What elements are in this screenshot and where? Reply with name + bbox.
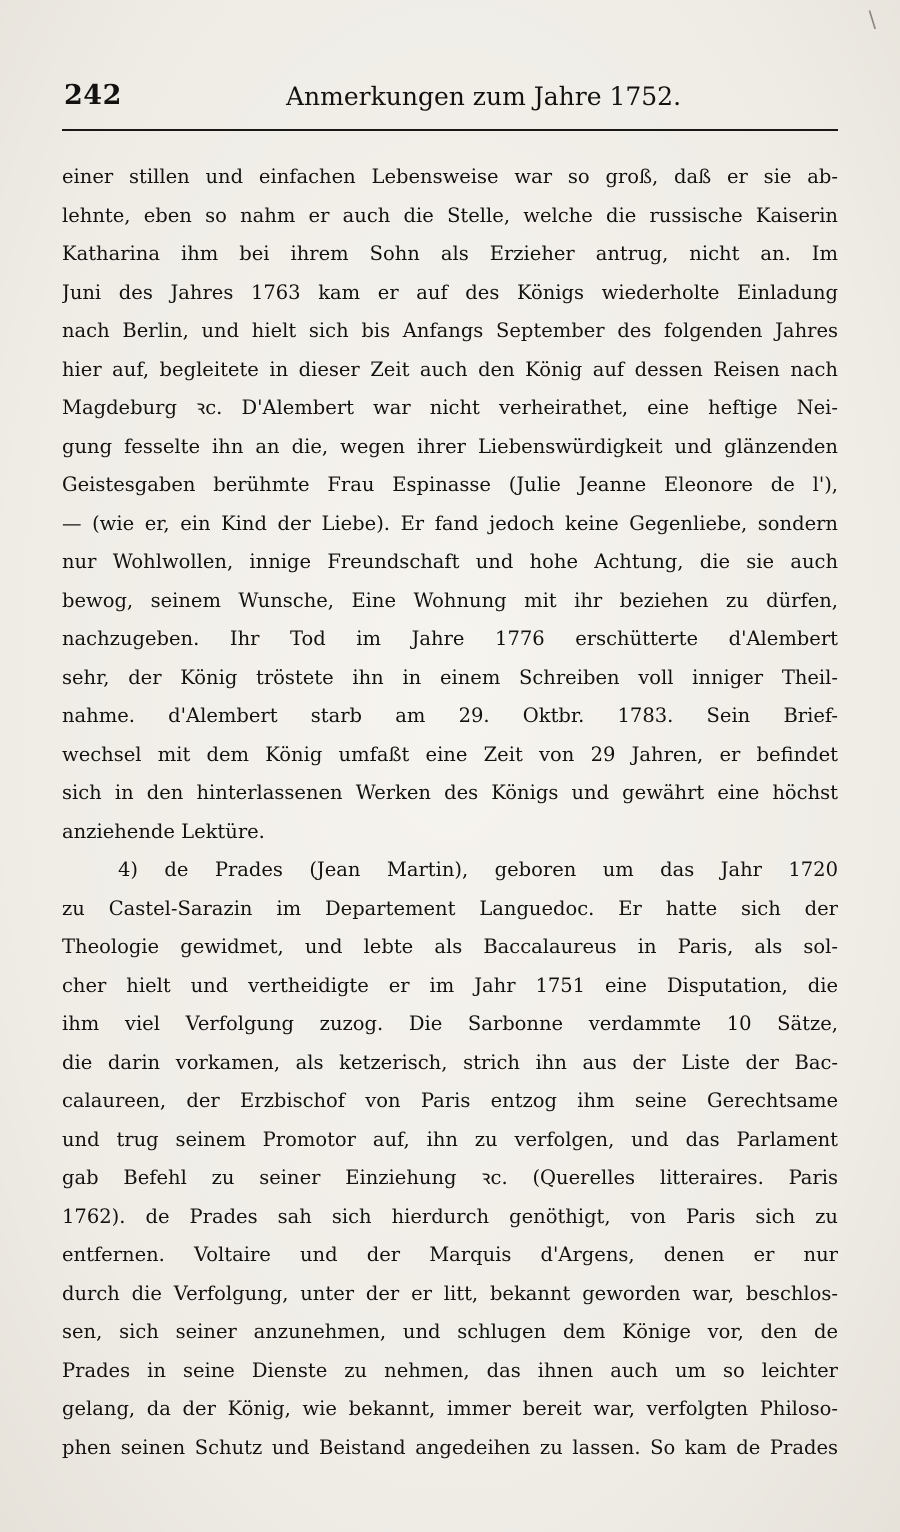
text-line: bewog, seinem Wunsche, Eine Wohnung mit ihr beziehen zu dürfen, (62, 588, 838, 612)
text-line: hier auf, begleitete in dieser Zeit auch den König auf dessen Reisen nach (62, 357, 838, 381)
page-header (62, 78, 838, 118)
text-line: cher hielt und vertheidigte er im Jahr 1751 eine Disputation, die (62, 973, 838, 997)
text-line: wechsel mit dem König umfaßt eine Zeit von 29 Jahren, er befindet (62, 742, 838, 766)
text-line: einer stillen und einfachen Lebensweise war so groß, daß er sie ab- (62, 165, 838, 188)
scan-mark: \ (868, 8, 876, 33)
text-line: Katharina ihm bei ihrem Sohn als Erzieher antrug, nicht an. Im (62, 242, 838, 265)
text-line: sich in den hinterlassenen Werken des Königs und gewährt eine höchst (62, 781, 838, 804)
text-line: durch die Verfolgung, unter der er litt, bekannt geworden war, beschlos- (62, 1281, 838, 1305)
text-line: und trug seinem Promotor auf, ihn zu verfolgen, und das Parlament (62, 1127, 838, 1151)
text-line: gelang, da der König, wie bekannt, immer bereit war, verfolgten Philoso- (62, 1397, 838, 1420)
text-line: sen, sich seiner anzunehmen, und schlugen dem Könige vor, den de (62, 1320, 838, 1343)
text-line: nahme. d'Alembert starb am 29. Oktbr. 1783. Sein Brief- (62, 704, 838, 727)
text-line: phen seinen Schutz und Beistand angedeihen zu lassen. So kam de Prades (62, 1435, 838, 1459)
text-line: 1762). de Prades sah sich hierdurch genöthigt, von Paris sich zu (62, 1204, 838, 1228)
text-line: die darin vorkamen, als ketzerisch, strich ihn aus der Liste der Bac- (62, 1050, 838, 1074)
text-line: ihm viel Verfolgung zuzog. Die Sarbonne verdammte 10 Sätze, (62, 1012, 838, 1035)
section-heading-line: 4) de Prades (Jean Martin), geboren um das Jahr 1720 (118, 858, 838, 881)
text-line: nachzugeben. Ihr Tod im Jahre 1776 erschütterte d'Alembert (62, 627, 838, 650)
text-line: nach Berlin, und hielt sich bis Anfangs September des folgenden Jahres (62, 319, 838, 342)
text-line: calaureen, der Erzbischof von Paris entzog ihm seine Gerechtsame (62, 1089, 838, 1112)
text-line: Geistesgaben berühmte Frau Espinasse (Julie Jeanne Eleonore de l'), (62, 473, 838, 496)
header-rule (62, 129, 838, 131)
text-line: nur Wohlwollen, innige Freundschaft und hohe Achtung, die sie auch (62, 550, 838, 573)
body-text (62, 158, 838, 1467)
text-line: Magdeburg ꝛc. D'Alembert war nicht verheirathet, eine heftige Nei- (62, 396, 838, 419)
text-line: gung fesselte ihn an die, wegen ihrer Liebenswürdigkeit und glänzenden (62, 434, 838, 458)
text-line: Juni des Jahres 1763 kam er auf des Königs wiederholte Einladung (62, 280, 838, 304)
running-title: Anmerkungen zum Jahre 1752. (286, 82, 682, 111)
text-line: lehnte, eben so nahm er auch die Stelle, welche die russische Kaiserin (62, 203, 838, 227)
text-line: Theologie gewidmet, und lebte als Baccalaureus in Paris, als sol- (62, 935, 838, 958)
text-line: zu Castel-Sarazin im Departement Languedoc. Er hatte sich der (62, 896, 838, 920)
text-line: anziehende Lektüre. (62, 819, 265, 843)
text-line: — (wie er, ein Kind der Liebe). Er fand jedoch keine Gegenliebe, sondern (62, 511, 838, 535)
text-line: entfernen. Voltaire und der Marquis d'Argens, denen er nur (62, 1243, 838, 1266)
page-number: 242 (64, 80, 122, 111)
text-line: Prades in seine Dienste zu nehmen, das ihnen auch um so leichter (62, 1358, 838, 1382)
text-line: sehr, der König tröstete ihn in einem Schreiben voll inniger Theil- (62, 665, 838, 689)
text-line: gab Befehl zu seiner Einziehung ꝛc. (Querelles litteraires. Paris (62, 1166, 838, 1189)
